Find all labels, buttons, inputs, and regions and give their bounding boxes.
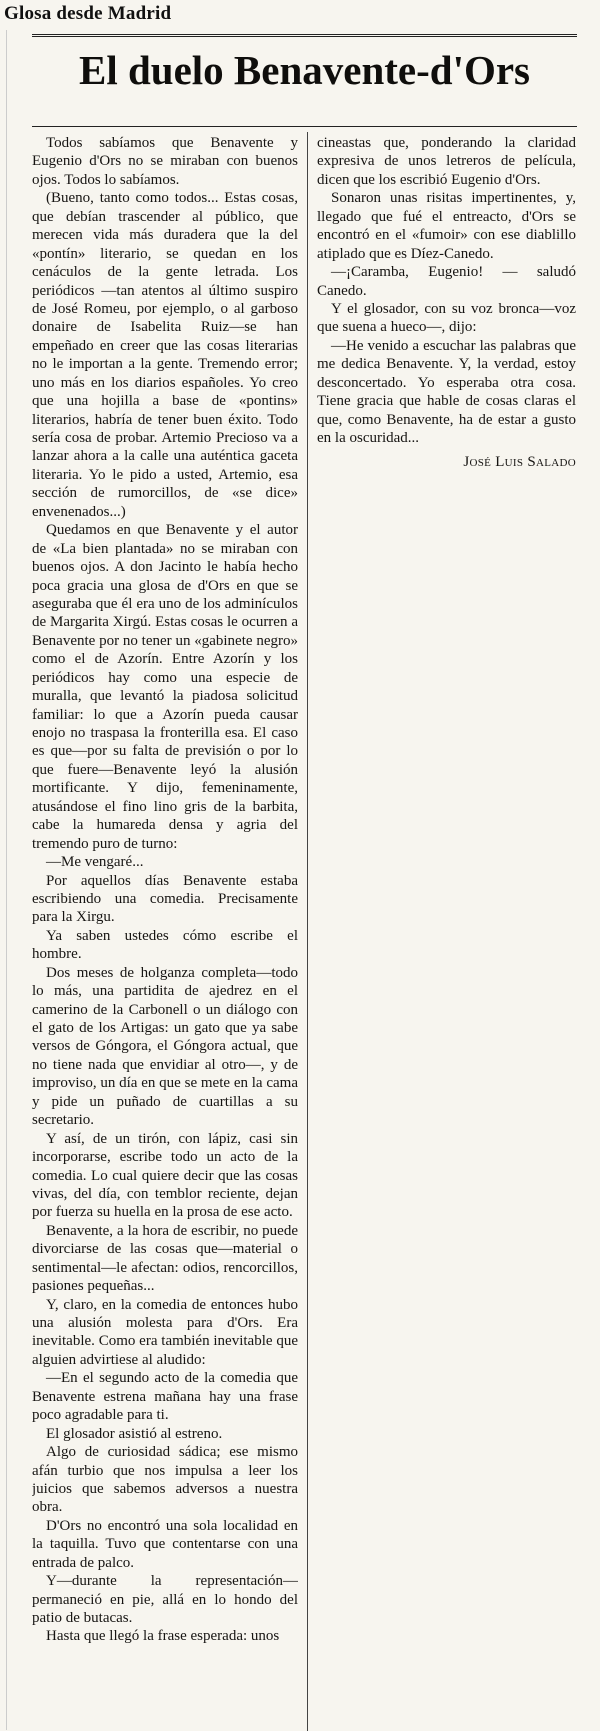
paragraph: Y el glosador, con su voz bronca—voz que suena a hueco—, dijo: (317, 300, 576, 336)
paragraph: Algo de curiosidad sádica; ese mismo afán turbio que nos impulsa a leer los juicios que sabemos adversos a nuestra obra. (32, 1444, 298, 1516)
page-edge (0, 30, 7, 1730)
paragraph: (Bueno, tanto como todos... Estas cosas, que debían trascender al público, que merecen vida más duradera que la del «pontín» literario, se quedan en los cenáculos de la gente letrada. Los periódicos —tan atentos al último suspiro de José Romeu, por ejemplo, o al garboso donaire de Isabelita Ruiz—se han empeñado en creer que las cosas literarias no le importan a la gente. Tremendo error; uno más en los diarios españoles. Yo creo que una hojilla a base de «pontins» literarios, habría de tener buen éxito. Todo sería cosa de probar. Artemio Precioso va a lanzar ahora a la calle una auténtica gaceta literaria. Yo le pido a usted, Artemio, esa sección de rumorcillos, de «se dice» envenenados...) (32, 190, 298, 520)
dialogue-line: —¡Caramba, Eugenio! — saludó Canedo. (317, 264, 576, 299)
paragraph: Todos sabíamos que Benavente y Eugenio d'Ors no se miraban con buenos ojos. Todos lo sabíamos. (32, 135, 298, 188)
section-heading: Glosa desde Madrid (4, 3, 172, 24)
paragraph: D'Ors no encontró una sola localidad en la taquilla. Tuvo que contentarse con una entrada de palco. (32, 1517, 298, 1571)
dialogue-line: —Me vengaré... (46, 854, 144, 871)
top-rule (32, 34, 577, 37)
paragraph: El glosador asistió al estreno. (46, 1425, 223, 1442)
column-rule (307, 132, 308, 1731)
paragraph: Y así, de un tirón, con lápiz, casi sin incorporarse, escribe todo un acto de la comedia. Lo cual quiere decir que las cosas vivas, del día, con temblor reciente, dejan por fuerza su huella en la prosa de ese acto. (32, 1130, 298, 1221)
dialogue-line: —En el segundo acto de la comedia que Benavente estrena mañana hay una frase poco agradable para ti. (32, 1370, 298, 1424)
headline-rule (32, 126, 577, 127)
paragraph: Hasta que llegó la frase esperada: unos (46, 1628, 280, 1645)
paragraph: Y—durante la representación—permaneció en pie, allá en lo hondo del patio de butacas. (32, 1573, 298, 1626)
left-column (32, 134, 298, 1729)
paragraph: Dos meses de holganza completa—todo lo más, una partidita de ajedrez en el camerino de la Carbonell o un diálogo con el gato de los Artigas: un gato que ya sabe versos de Góngora, el Góngora actual, que no tiene nada que envidiar al otro—, y de improviso, un día en que se mete en la cama y pide un puñado de cuartillas a su secretario. (32, 964, 298, 1129)
article-title: El duelo Benavente-d'Ors (78, 47, 531, 93)
paragraph: Y, claro, en la comedia de entonces hubo una alusión molesta para d'Ors. Era inevitable. Como era también inevitable que alguien advirtiese al aludido: (32, 1296, 298, 1368)
paragraph: Sonaron unas risitas impertinentes, y, llegado que fué el entreacto, d'Ors se encontró en el «fumoir» con ese diablillo atiplado que es Díez-Canedo. (317, 190, 576, 262)
paragraph: cineastas que, ponderando la claridad expresiva de unos letreros de película, dicen que los escribió Eugenio d'Ors. (317, 135, 576, 188)
dialogue-line: —He venido a escuchar las palabras que me dedica Benavente. Y, la verdad, estoy desconcertado. Yo esperaba otra cosa. Tiene gracia que hable de cosas claras el que, como Benavente, ha de estar a gusto en la oscuridad... (317, 337, 576, 446)
byline: José Luis Salado (463, 454, 576, 471)
paragraph: Ya saben ustedes cómo escribe el hombre. (32, 927, 298, 963)
paragraph: Por aquellos días Benavente estaba escribiendo una comedia. Precisamente para la Xirgu. (32, 872, 298, 926)
right-column (317, 134, 576, 472)
paragraph: Quedamos en que Benavente y el autor de «La bien plantada» no se miraban con buenos ojos. A don Jacinto le había hecho poca gracia una glosa de d'Ors en que se aseguraba que él era uno de los adminículos de Margarita Xirgú. Estas cosas le ocurren a Benavente por no tener un «gabinete negro» como el de Azorín. Entre Azorín y los periódicos hay como una especie de muralla, que levantó la piadosa solicitud familiar: lo que a Azorín pueda causar enojo no traspasa la fronterilla esa. El caso es que—por su falta de previsión o por lo que fuere—Benavente leyó la alusión mortificante. Y dijo, femeninamente, atusándose el fino lino gris de la barbita, cabe la humareda densa y agria del tremendo puro de turno: (32, 522, 298, 852)
paragraph: Benavente, a la hora de escribir, no puede divorciarse de las cosas que—material o sentimental—le afectan: odios, rencorcillos, pasiones pequeñas... (32, 1222, 298, 1295)
